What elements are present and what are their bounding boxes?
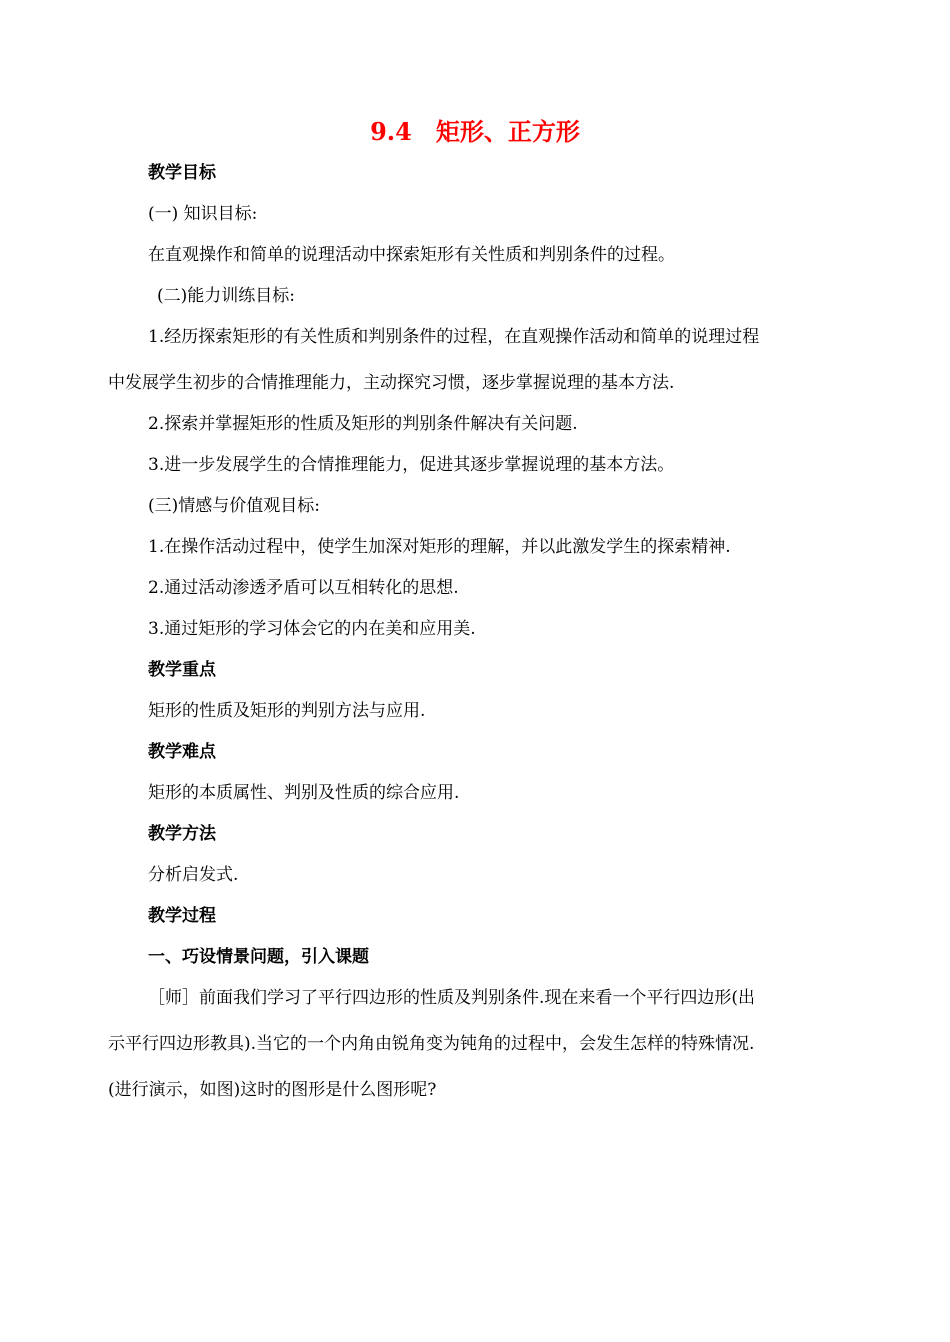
document-title: 9.4 矩形、正方形 (370, 117, 580, 146)
paragraph-text: 在直观操作和简单的说理活动中探索矩形有关性质和判别条件的过程。 (148, 245, 675, 265)
heading-key-points: 教学重点 (148, 660, 216, 680)
paragraph-text: 1.经历探索矩形的有关性质和判别条件的过程，在直观操作活动和简单的说理过程 (148, 327, 760, 347)
paragraph-text: 示平行四边形教具).当它的一个内角由锐角变为钝角的过程中，会发生怎样的特殊情况. (108, 1034, 755, 1054)
heading-teaching-objectives: 教学目标 (148, 163, 216, 183)
paragraph-text: (进行演示，如图)这时的图形是什么图形呢? (108, 1080, 437, 1100)
paragraph-text: 分析启发式. (148, 865, 239, 885)
heading-section-one: 一、巧设情景问题，引入课题 (148, 947, 369, 967)
paragraph-text: 3.通过矩形的学习体会它的内在美和应用美. (148, 619, 476, 639)
heading-teaching-process: 教学过程 (148, 906, 216, 926)
paragraph-text: 3.进一步发展学生的合情推理能力，促进其逐步掌握说理的基本方法。 (148, 455, 675, 475)
subheading-knowledge-objective: (一) 知识目标: (148, 204, 258, 224)
paragraph-text: 2.探索并掌握矩形的性质及矩形的判别条件解决有关问题. (148, 414, 578, 434)
subheading-ability-objective: (二)能力训练目标: (157, 286, 295, 306)
paragraph-text: ［师］前面我们学习了平行四边形的性质及判别条件.现在来看一个平行四边形(出 (148, 988, 756, 1008)
subheading-values-objective: (三)情感与价值观目标: (148, 496, 320, 516)
paragraph-text: 矩形的本质属性、判别及性质的综合应用. (148, 783, 460, 803)
paragraph-text: 1.在操作活动过程中，使学生加深对矩形的理解，并以此激发学生的探索精神. (148, 537, 731, 557)
paragraph-text: 2.通过活动渗透矛盾可以互相转化的思想. (148, 578, 459, 598)
paragraph-text: 中发展学生初步的合情推理能力，主动探究习惯，逐步掌握说理的基本方法. (108, 373, 675, 393)
paragraph-text: 矩形的性质及矩形的判别方法与应用. (148, 701, 426, 721)
heading-teaching-method: 教学方法 (148, 824, 216, 844)
heading-difficulties: 教学难点 (148, 742, 216, 762)
